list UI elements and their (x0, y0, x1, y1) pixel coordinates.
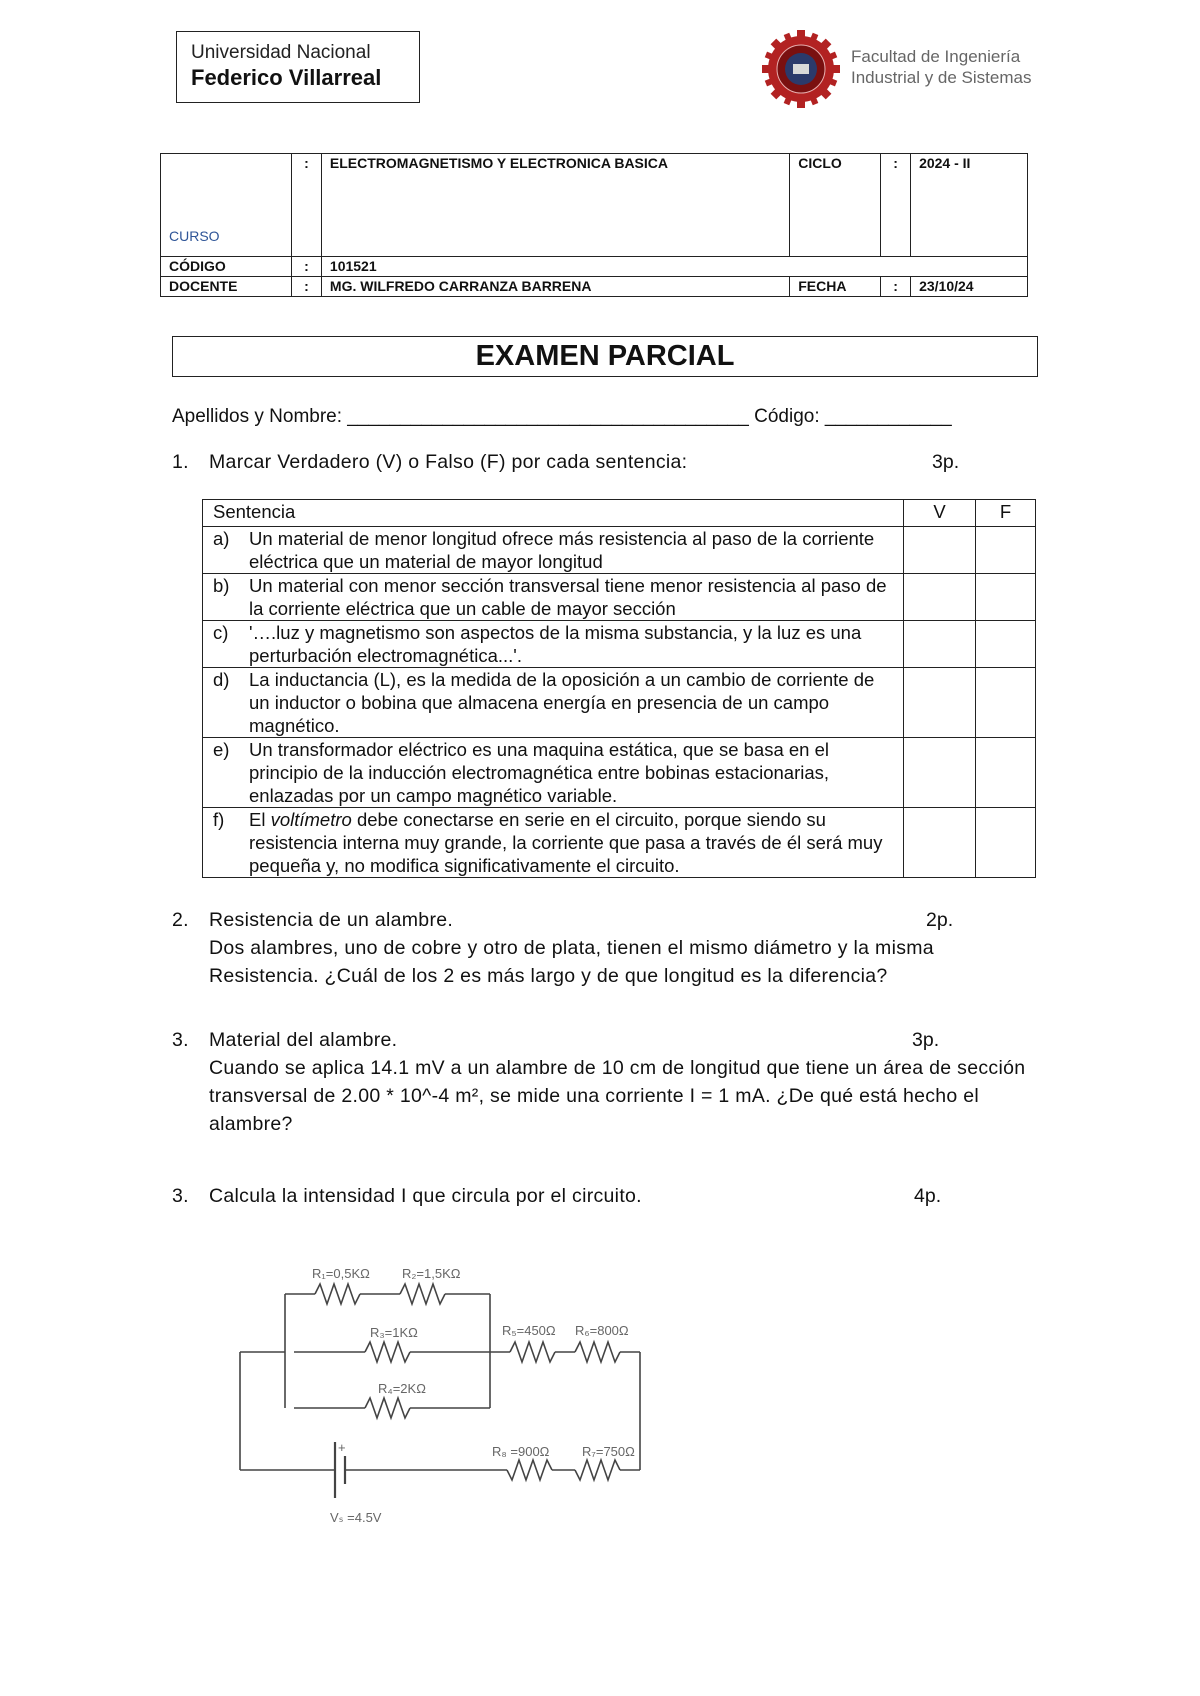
statement-text: Un transformador eléctrico es una maquina estática, que se basa en el principio de la inducción electromagnética entre bobinas estacionarias, enlazadas por un campo magnético variable. (249, 739, 830, 806)
true-answer-cell[interactable] (904, 527, 976, 574)
resistor-r4 (365, 1398, 410, 1418)
question-number: 2. (172, 909, 189, 931)
curso-value: ELECTROMAGNETISMO Y ELECTRONICA BASICA (321, 154, 789, 257)
true-answer-cell[interactable] (904, 738, 976, 808)
codigo-label: CÓDIGO (161, 257, 292, 277)
statement-text: El voltímetro debe conectarse en serie en el circuito, porque siendo su resistencia interna muy grande, la corriente que pasa a través de él será muy pequeña y, no modifica significativamente el circuito. (249, 809, 883, 876)
label-r1: R₁=0,5KΩ (312, 1266, 370, 1281)
label-r3: R₃=1KΩ (370, 1325, 418, 1340)
colon: : (881, 154, 911, 257)
question-text: Cuando se aplica 14.1 mV a un alambre de 10 cm de longitud que tiene un área de sección transversal de 2.00 * 10^-4 m², se mide una corriente I = 1 mA. ¿De qué está hecho el alambre? (209, 1057, 1026, 1135)
question-title: Resistencia de un alambre. (209, 909, 454, 931)
table-row (203, 574, 1036, 621)
resistor-r6 (575, 1342, 620, 1362)
docente-value: MG. WILFREDO CARRANZA BARRENA (321, 277, 789, 297)
ciclo-label: CICLO (790, 154, 881, 257)
resistor-r2 (400, 1284, 445, 1304)
statement-text: '….luz y magnetismo son aspectos de la misma substancia, y la luz es una perturbación electromagnética...'. (249, 622, 862, 666)
table-row (203, 668, 1036, 738)
false-answer-cell[interactable] (976, 738, 1036, 808)
label-r8: R₈ =900Ω (492, 1444, 550, 1459)
sentence-header: Sentencia (203, 500, 904, 527)
label-r7: R₇=750Ω (582, 1444, 635, 1459)
label-r2: R₂=1,5KΩ (402, 1266, 461, 1281)
statement-text: La inductancia (L), es la medida de la oposición a un cambio de corriente de un inductor o bobina que almacena energía en presencia de un campo magnético. (249, 669, 875, 736)
university-name-line1: Universidad Nacional (191, 42, 371, 63)
table-row (203, 738, 1036, 808)
question-text: Dos alambres, uno de cobre y otro de plata, tienen el mismo diámetro y la misma Resistencia. ¿Cuál de los 2 es más largo y de que longitud es la diferencia? (209, 937, 934, 987)
fecha-label: FECHA (790, 277, 881, 297)
question-number: 1. (172, 451, 189, 473)
colon: : (881, 277, 911, 297)
student-name-line: Apellidos y Nombre: ______________________________________ Código: ____________ (172, 406, 952, 427)
fecha-value: 23/10/24 (911, 277, 1028, 297)
resistor-r8 (507, 1460, 552, 1480)
table-row (203, 808, 1036, 878)
ciclo-value: 2024 - II (911, 154, 1028, 257)
question-2-points: 2p. (926, 909, 954, 931)
true-answer-cell[interactable] (904, 621, 976, 668)
circuit-diagram (230, 1260, 690, 1540)
battery-plus-sign: + (338, 1440, 346, 1455)
label-r6: R₆=800Ω (575, 1323, 629, 1338)
university-name-line2: Federico Villarreal (191, 65, 382, 90)
true-answer-cell[interactable] (904, 808, 976, 878)
colon: : (291, 257, 321, 277)
question-title: Calcula la intensidad I que circula por el circuito. (209, 1185, 642, 1207)
faculty-name-line1: Facultad de Ingeniería (851, 47, 1021, 66)
false-answer-cell[interactable] (976, 527, 1036, 574)
resistor-r7 (575, 1460, 620, 1480)
faculty-name (851, 46, 1031, 88)
question-number: 3. (172, 1029, 189, 1051)
curso-label: CURSO (161, 154, 292, 257)
question-title: Material del alambre. (209, 1029, 398, 1051)
true-answer-cell[interactable] (904, 668, 976, 738)
codigo-value: 101521 (321, 257, 1027, 277)
false-header: F (976, 500, 1036, 527)
true-answer-cell[interactable] (904, 574, 976, 621)
label-r5: R₅=450Ω (502, 1323, 556, 1338)
true-false-table (202, 499, 1036, 878)
statement-text: Un material de menor longitud ofrece más resistencia al paso de la corriente eléctrica que un material de mayor longitud (249, 528, 875, 572)
table-row (203, 621, 1036, 668)
question-3-points: 3p. (912, 1029, 940, 1051)
resistor-r1 (315, 1284, 360, 1304)
table-row (203, 527, 1036, 574)
false-answer-cell[interactable] (976, 668, 1036, 738)
statement-letter: e) (213, 739, 230, 760)
statement-letter: d) (213, 669, 230, 690)
resistor-r3 (365, 1342, 410, 1362)
course-info-table (160, 153, 1028, 297)
faculty-seal-icon (760, 28, 842, 110)
question-4-points: 4p. (914, 1185, 942, 1207)
university-logo-box (176, 31, 420, 103)
docente-label: DOCENTE (161, 277, 292, 297)
statement-text: Un material con menor sección transversal tiene menor resistencia al paso de la corriente eléctrica que un cable de mayor sección (249, 575, 887, 619)
exam-title: EXAMEN PARCIAL (172, 336, 1038, 377)
colon: : (291, 277, 321, 297)
colon: : (291, 154, 321, 257)
resistor-r5 (510, 1342, 555, 1362)
question-prompt: Marcar Verdadero (V) o Falso (F) por cada sentencia: (209, 451, 688, 473)
question-1-points: 3p. (932, 451, 960, 473)
statement-letter: c) (213, 622, 229, 643)
false-answer-cell[interactable] (976, 808, 1036, 878)
true-header: V (904, 500, 976, 527)
italic-term: voltímetro (270, 809, 352, 830)
statement-letter: f) (213, 809, 225, 830)
label-r4: R₄=2KΩ (378, 1381, 426, 1396)
statement-letter: a) (213, 528, 230, 549)
statement-letter: b) (213, 575, 230, 596)
false-answer-cell[interactable] (976, 574, 1036, 621)
false-answer-cell[interactable] (976, 621, 1036, 668)
question-number: 3. (172, 1185, 189, 1207)
faculty-name-line2: Industrial y de Sistemas (851, 68, 1032, 87)
label-vs: Vₛ =4.5V (330, 1510, 382, 1525)
